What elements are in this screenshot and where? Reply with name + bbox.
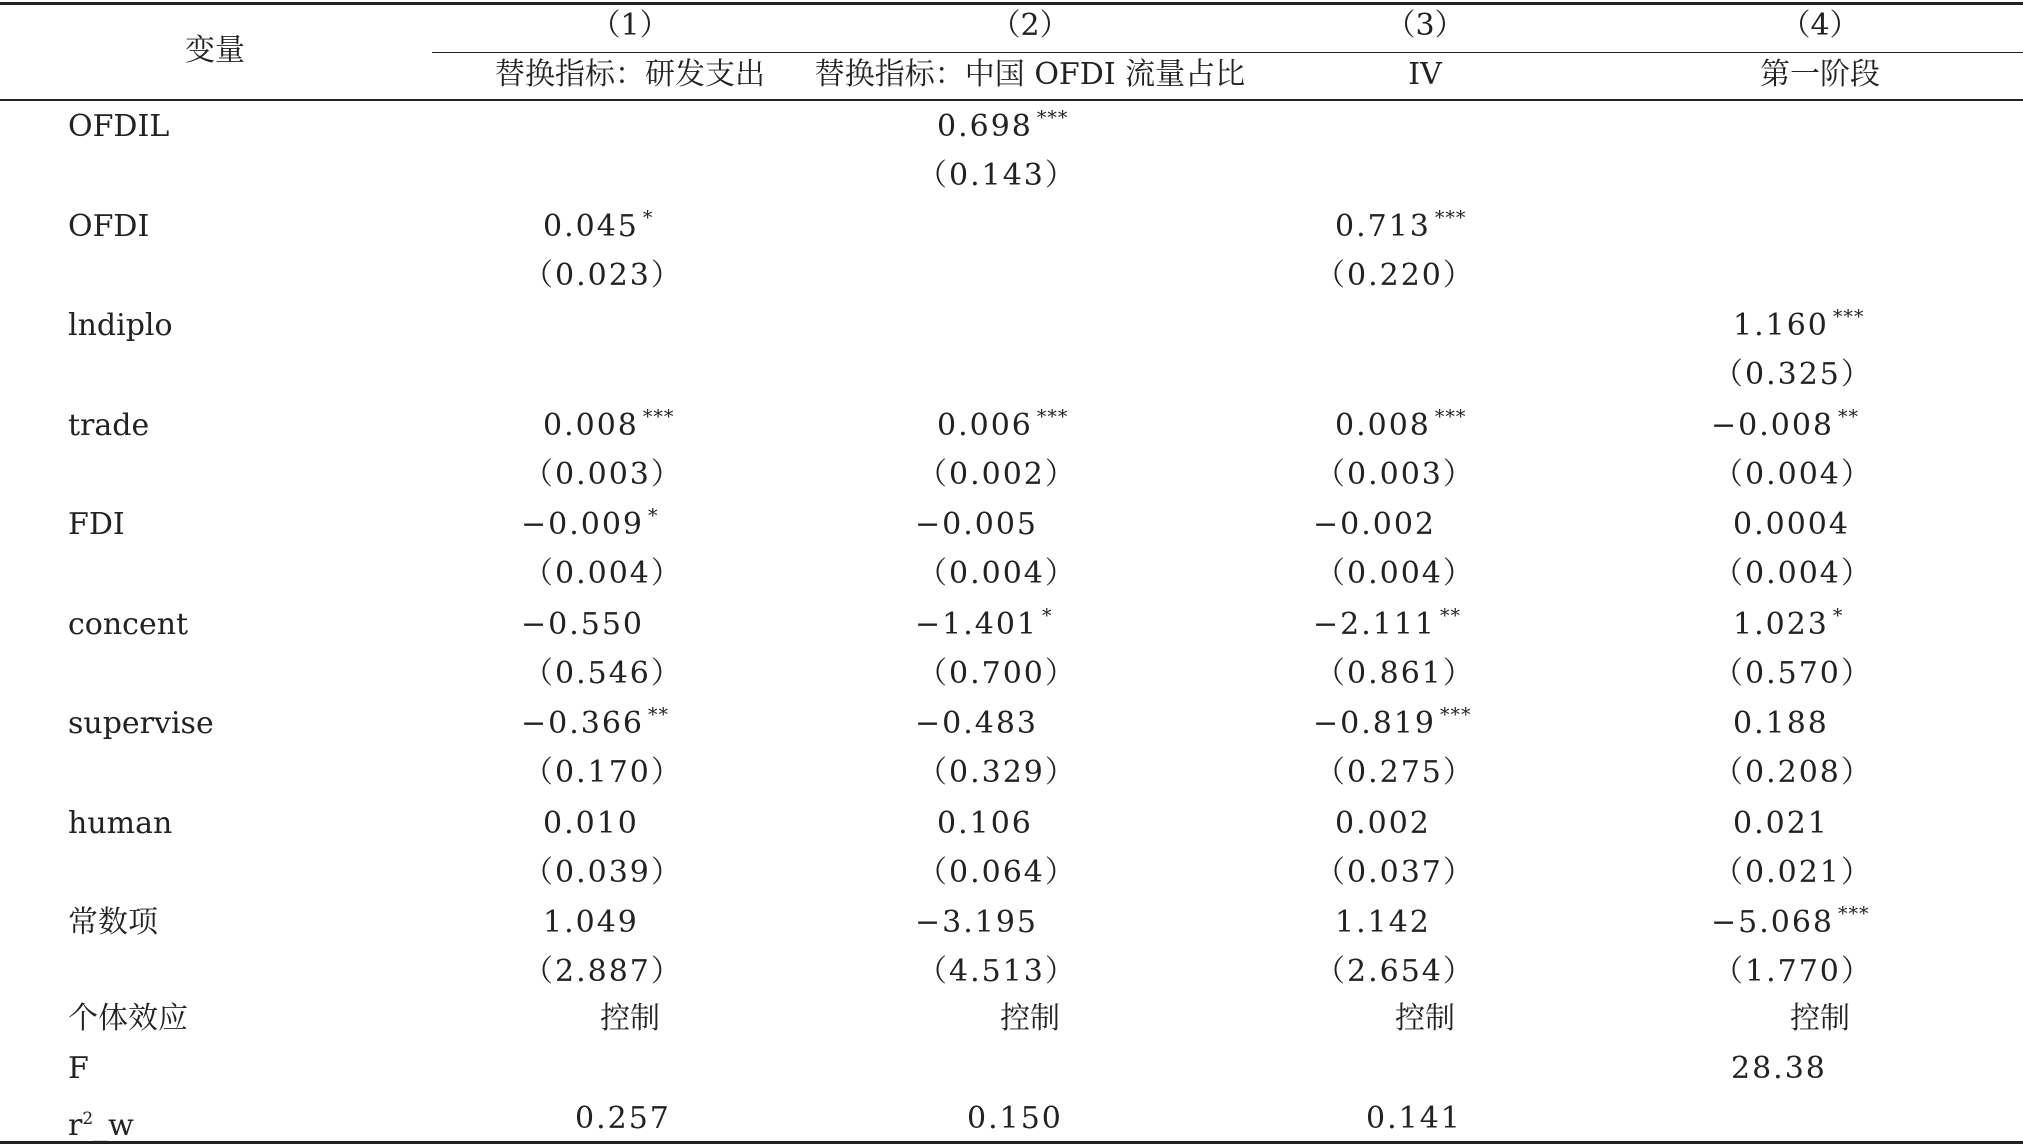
f-label: F: [68, 1051, 89, 1086]
coef-cell: [1733, 804, 1829, 844]
coef-cell: [937, 406, 1068, 449]
std-error: （0.700）: [917, 656, 1077, 691]
coef-cell: [915, 903, 1038, 943]
coef-value: −1.401: [915, 607, 1039, 642]
top-rule: [0, 2, 2023, 5]
col-title-4: 第一阶段: [1760, 57, 1880, 92]
col-number-4: （4）: [1780, 8, 1860, 43]
r2-value-1: 0.257: [575, 1101, 671, 1136]
r2-label: [68, 1099, 134, 1146]
std-error: （0.208）: [1713, 755, 1873, 790]
significance-stars: ***: [1036, 107, 1069, 129]
row-label: FDI: [68, 507, 125, 542]
coef-value: 1.142: [1335, 905, 1431, 940]
significance-stars: *: [648, 505, 659, 527]
std-error: （0.003）: [523, 457, 683, 492]
coef-cell: [543, 903, 639, 943]
std-error: （0.329）: [917, 755, 1077, 790]
coef-value: −0.008: [1711, 408, 1835, 443]
coef-value: 0.002: [1335, 806, 1431, 841]
coef-cell: [915, 704, 1038, 744]
std-error: （0.023）: [523, 258, 683, 293]
coef-cell: [1313, 704, 1472, 747]
coef-value: −0.819: [1313, 706, 1437, 741]
coef-value: −5.068: [1711, 905, 1835, 940]
coef-cell: [1733, 704, 1829, 744]
coef-value: 0.0004: [1733, 507, 1850, 542]
std-error: （0.064）: [917, 855, 1077, 890]
coef-cell: [1711, 406, 1859, 449]
coef-value: 1.049: [543, 905, 639, 940]
coef-value: 0.713: [1335, 209, 1431, 244]
std-error: （1.770）: [1713, 954, 1873, 989]
col-number-3: （3）: [1385, 8, 1465, 43]
std-error: （0.002）: [917, 457, 1077, 492]
coef-cell: [1335, 207, 1466, 250]
col-title-2: 替换指标：中国 OFDI 流量占比: [814, 57, 1246, 92]
std-error: （0.004）: [1713, 556, 1873, 591]
col-title-3: IV: [1408, 57, 1442, 92]
significance-stars: ***: [642, 406, 675, 428]
effect-label: 个体效应: [68, 1001, 188, 1036]
row-label: 常数项: [68, 905, 158, 940]
significance-stars: ***: [1434, 207, 1467, 229]
effect-value-1: 控制: [600, 1001, 660, 1036]
variable-header: 变量: [185, 33, 245, 68]
significance-stars: **: [1838, 406, 1860, 428]
coef-cell: [521, 704, 669, 747]
std-error: （0.039）: [523, 855, 683, 890]
std-error: （2.887）: [523, 954, 683, 989]
row-label: supervise: [68, 706, 214, 741]
std-error: （0.004）: [1713, 457, 1873, 492]
std-error: （4.513）: [917, 954, 1077, 989]
significance-stars: ***: [1832, 306, 1865, 328]
coef-value: 0.045: [543, 209, 639, 244]
coef-cell: [521, 505, 659, 548]
bottom-rule: [0, 1141, 2023, 1144]
significance-stars: *: [1042, 605, 1053, 627]
coef-value: 0.021: [1733, 806, 1829, 841]
coef-value: 0.008: [543, 408, 639, 443]
coef-value: −0.550: [521, 607, 645, 642]
coef-value: −0.009: [521, 507, 645, 542]
significance-stars: **: [1440, 605, 1462, 627]
coef-cell: [915, 605, 1053, 648]
coef-value: −3.195: [915, 905, 1039, 940]
r2-value-3: 0.141: [1366, 1101, 1462, 1136]
significance-stars: ***: [1036, 406, 1069, 428]
significance-stars: **: [648, 704, 670, 726]
row-label: OFDIL: [68, 109, 170, 144]
coef-value: −0.366: [521, 706, 645, 741]
std-error: （0.004）: [1315, 556, 1475, 591]
r2-label-sub: _w: [93, 1108, 134, 1143]
coef-value: −0.005: [915, 507, 1039, 542]
std-error: （0.037）: [1315, 855, 1475, 890]
coef-value: 0.006: [937, 408, 1033, 443]
std-error: （0.170）: [523, 755, 683, 790]
coef-cell: [1313, 505, 1436, 545]
col-number-1: （1）: [590, 8, 670, 43]
coef-cell: [937, 804, 1033, 844]
r2-label-base: r: [68, 1108, 83, 1143]
coef-cell: [543, 406, 674, 449]
significance-stars: *: [642, 207, 654, 229]
coef-cell: [543, 207, 653, 250]
row-label: concent: [68, 607, 189, 642]
r2-value-2: 0.150: [967, 1101, 1063, 1136]
std-error: （2.654）: [1315, 954, 1475, 989]
r2-label-sup: 2: [82, 1109, 94, 1129]
coef-value: 1.160: [1733, 308, 1829, 343]
f-value-4: 28.38: [1731, 1051, 1827, 1086]
coef-cell: [521, 605, 644, 645]
effect-value-4: 控制: [1790, 1001, 1850, 1036]
coef-value: 0.188: [1733, 706, 1829, 741]
std-error: （0.546）: [523, 656, 683, 691]
coef-cell: [1733, 306, 1864, 349]
coef-cell: [1733, 505, 1850, 545]
std-error: （0.004）: [523, 556, 683, 591]
coef-cell: [937, 107, 1068, 150]
std-error: （0.003）: [1315, 457, 1475, 492]
row-label: human: [68, 806, 173, 841]
col-title-1: 替换指标：研发支出: [495, 57, 765, 92]
std-error: （0.275）: [1315, 755, 1475, 790]
effect-value-2: 控制: [1000, 1001, 1060, 1036]
coef-value: 0.106: [937, 806, 1033, 841]
std-error: （0.143）: [917, 158, 1077, 193]
row-label: lndiplo: [68, 308, 173, 343]
row-label: trade: [68, 408, 150, 443]
coef-value: −2.111: [1313, 607, 1437, 642]
coef-cell: [915, 505, 1038, 545]
coef-cell: [1733, 605, 1843, 648]
coef-value: 0.010: [543, 806, 639, 841]
significance-stars: ***: [1434, 406, 1467, 428]
coef-value: 0.008: [1335, 408, 1431, 443]
row-label: OFDI: [68, 209, 150, 244]
std-error: （0.004）: [917, 556, 1077, 591]
col-number-2: （2）: [990, 8, 1070, 43]
header-bottom-rule: [0, 99, 2023, 101]
coef-value: 1.023: [1733, 607, 1829, 642]
std-error: （0.325）: [1713, 357, 1873, 392]
std-error: （0.220）: [1315, 258, 1475, 293]
significance-stars: ***: [1838, 903, 1870, 925]
coef-cell: [543, 804, 639, 844]
header-mid-rule: [432, 52, 2023, 53]
coef-cell: [1335, 804, 1431, 844]
significance-stars: ***: [1440, 704, 1472, 726]
std-error: （0.021）: [1713, 855, 1873, 890]
coef-value: −0.483: [915, 706, 1039, 741]
coef-cell: [1335, 406, 1466, 449]
significance-stars: *: [1832, 605, 1844, 627]
coef-cell: [1335, 903, 1431, 943]
coef-value: −0.002: [1313, 507, 1437, 542]
std-error: （0.570）: [1713, 656, 1873, 691]
coef-cell: [1313, 605, 1461, 648]
coef-value: 0.698: [937, 109, 1033, 144]
coef-cell: [1711, 903, 1870, 946]
std-error: （0.861）: [1315, 656, 1475, 691]
effect-value-3: 控制: [1395, 1001, 1455, 1036]
